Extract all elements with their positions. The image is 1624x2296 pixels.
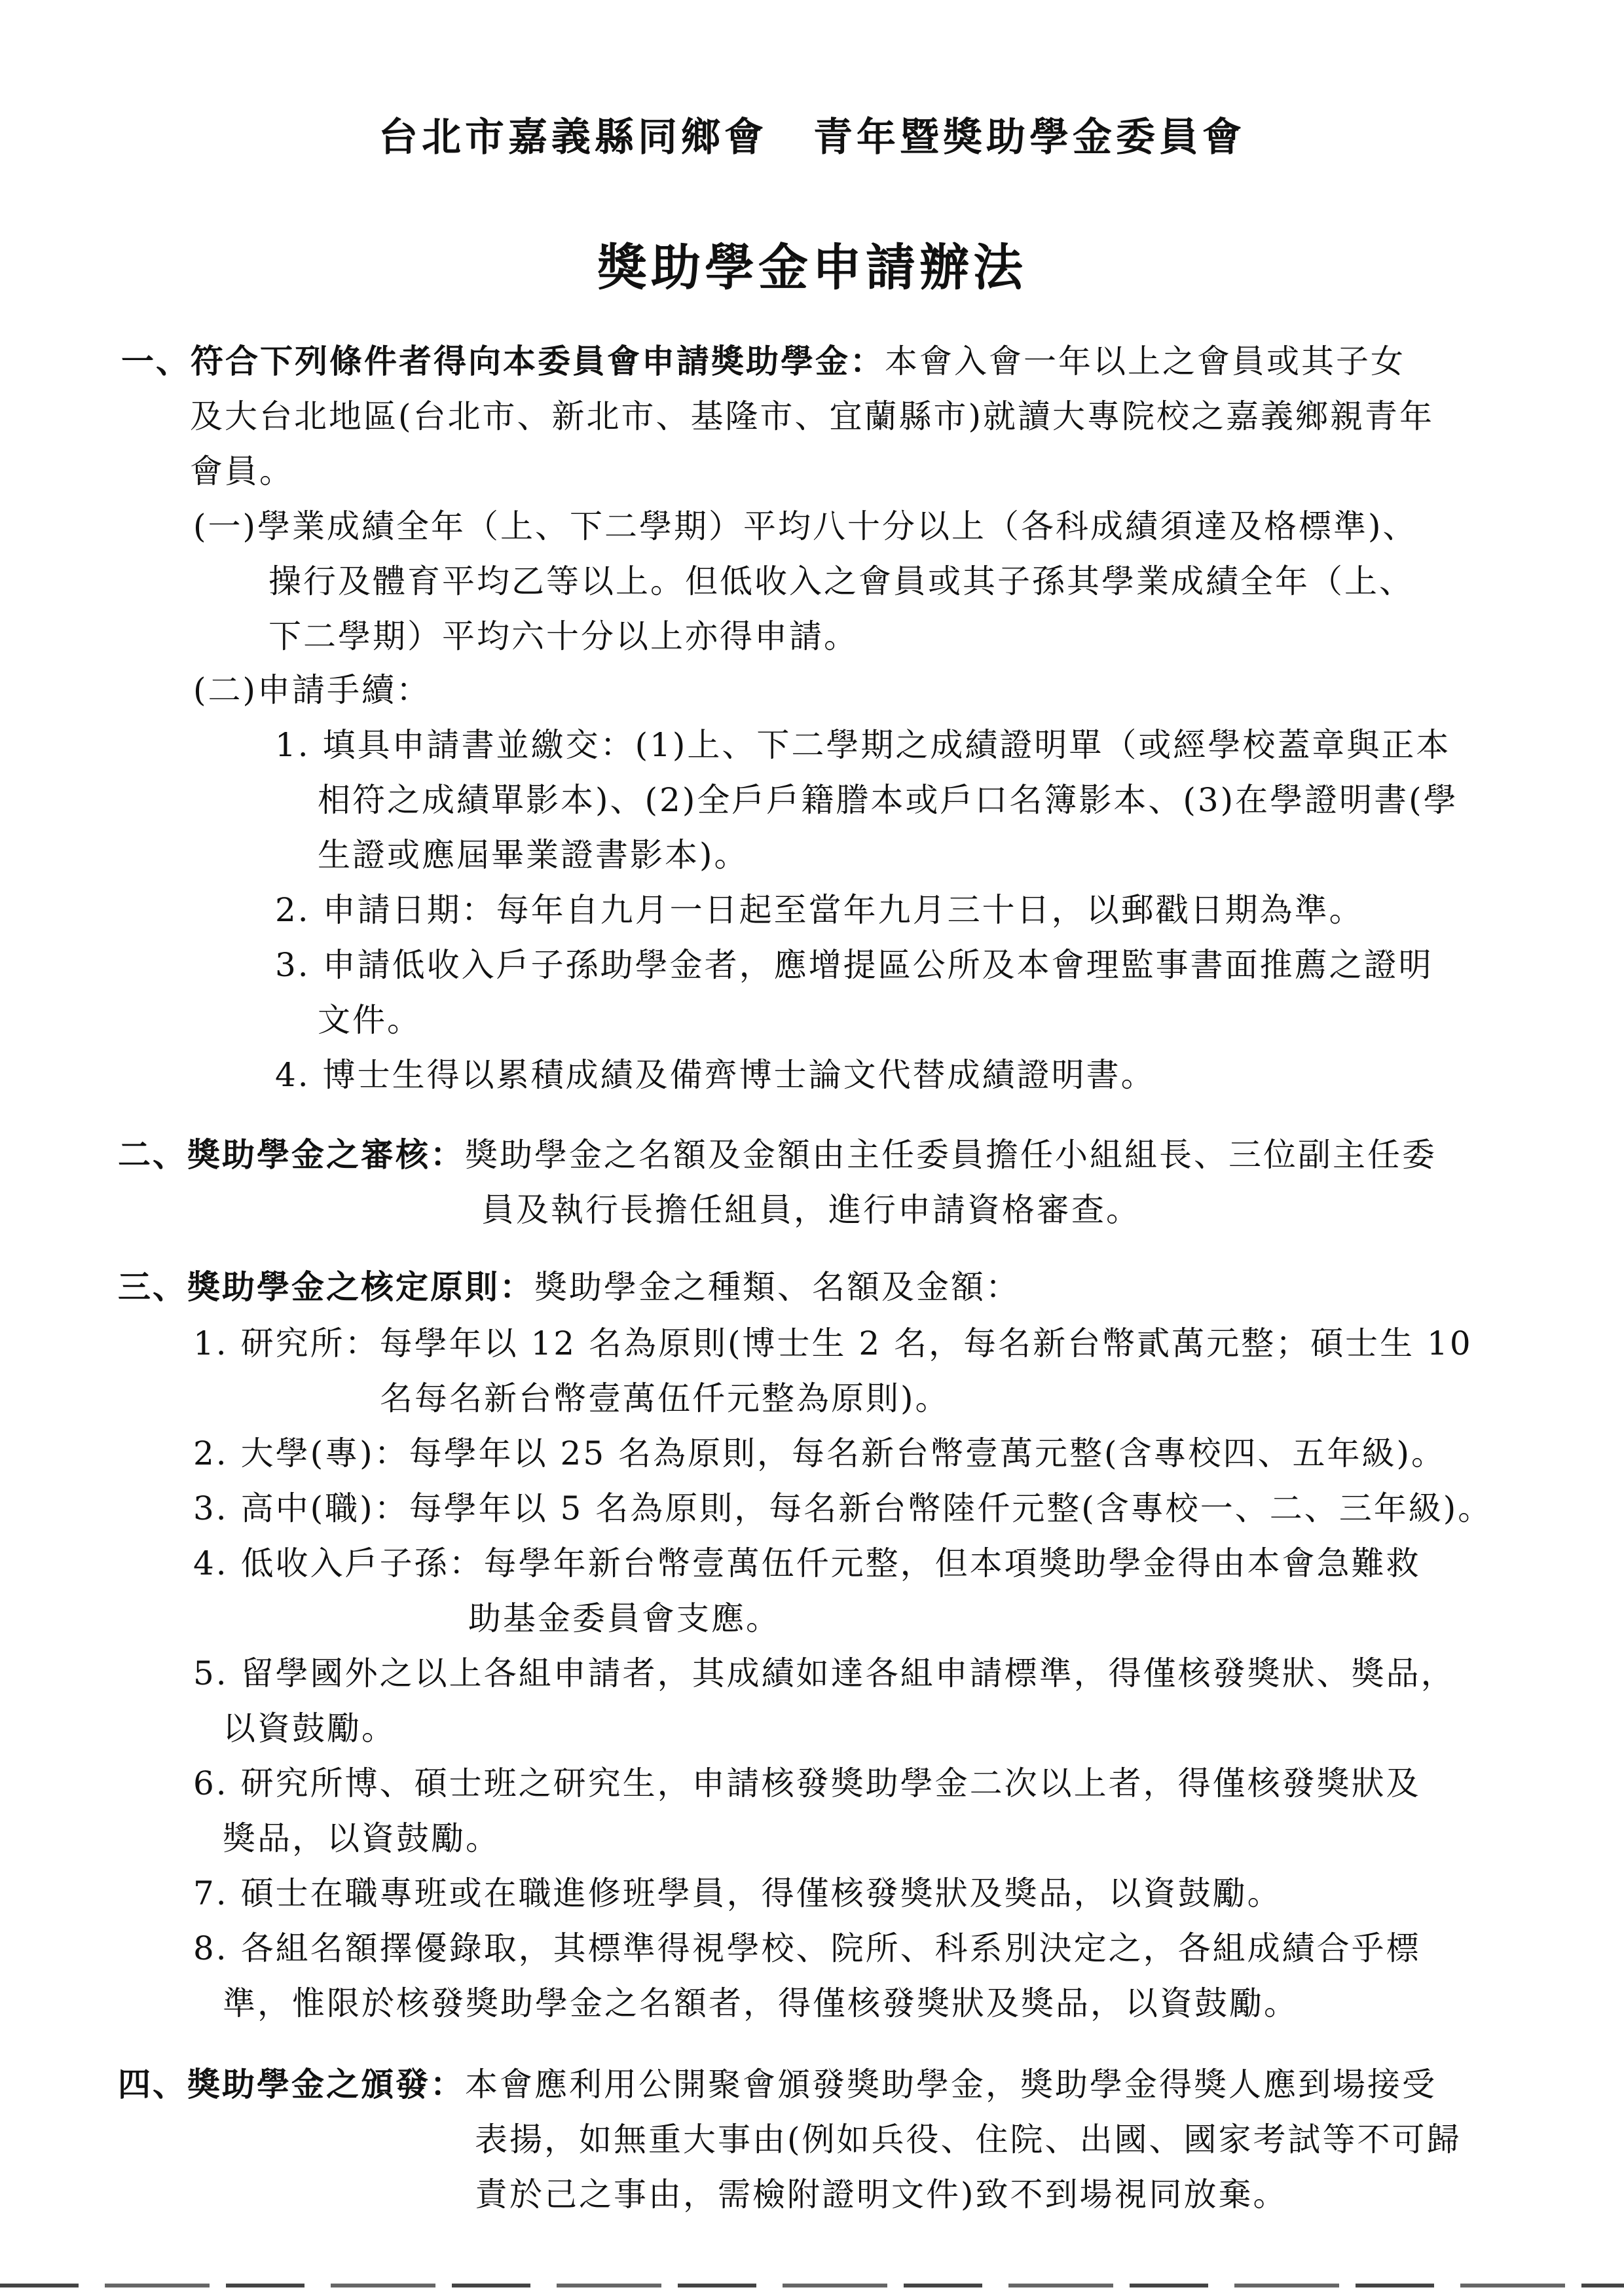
- section2-heading: 二、獎助學金之審核：: [118, 1136, 465, 1174]
- s3-item6-line-2: 獎品，以資鼓勵。: [223, 1819, 500, 1857]
- s3-item1-line-2: 名每名新台幣壹萬伍仟元整為原則)。: [380, 1379, 950, 1417]
- step1-line-1: 1. 填具申請書並繳交：(1)上、下二學期之成績證明單（或經學校蓋章與正本: [275, 726, 1451, 764]
- s3-item4-line-1: 4. 低收入戶子孫：每學年新台幣壹萬伍仟元整，但本項獎助學金得由本會急難救: [193, 1544, 1421, 1582]
- section1-line-2: 及大台北地區(台北市、新北市、基隆市、宜蘭縣市)就讀大專院校之嘉義鄉親青年: [190, 397, 1435, 435]
- org-header: [0, 106, 1624, 162]
- s3-item1-line-1: 1. 研究所：每學年以 12 名為原則(博士生 2 名，每名新台幣貳萬元整；碩士生 10: [193, 1324, 1473, 1362]
- section3-heading: 三、獎助學金之核定原則：: [118, 1268, 534, 1306]
- section4-heading: 四、獎助學金之頒發：: [118, 2066, 465, 2104]
- s3-item4-line-2: 助基金委員會支應。: [468, 1599, 781, 1637]
- section2-line-1: 二、獎助學金之審核：獎助學金之名額及金額由主任委員擔任小組組長、三位副主任委: [118, 1136, 1437, 1174]
- section1-line-1: 一、符合下列條件者得向本委員會申請獎助學金：本會入會一年以上之會員或其子女: [121, 342, 1405, 380]
- step1-line-3: 生證或應屆畢業證書影本)。: [318, 836, 749, 874]
- item2-title: (二)申請手續：: [193, 671, 432, 709]
- section2-line-2: 員及執行長擔任組員，進行申請資格審查。: [481, 1191, 1141, 1229]
- org-name: 台北市嘉義縣同鄉會: [378, 115, 767, 160]
- section3-line-1: 三、獎助學金之核定原則：獎助學金之種類、名額及金額：: [118, 1268, 1020, 1306]
- section4-line-2: 表揚，如無重大事由(例如兵役、住院、出國、國家考試等不可歸: [475, 2121, 1462, 2159]
- scan-edge-divider: [0, 2284, 1624, 2287]
- section4-line-3: 責於己之事由，需檢附證明文件)致不到場視同放棄。: [475, 2176, 1288, 2214]
- s3-item6-line-1: 6. 研究所博、碩士班之研究生，申請核發獎助學金二次以上者，得僅核發獎狀及: [193, 1764, 1421, 1802]
- s3-item8-line-2: 準，惟限於核發獎助學金之名額者，得僅核發獎狀及獎品，以資鼓勵。: [223, 1984, 1299, 2022]
- step4-line-1: 4. 博士生得以累積成績及備齊博士論文代替成績證明書。: [275, 1056, 1156, 1094]
- step2-line-1: 2. 申請日期：每年自九月一日起至當年九月三十日，以郵戳日期為準。: [275, 891, 1364, 929]
- s3-item5-line-1: 5. 留學國外之以上各組申請者，其成績如達各組申請標準，得僅核發獎狀、獎品，: [193, 1654, 1456, 1692]
- step3-line-1: 3. 申請低收入戶子孫助學金者，應增提區公所及本會理監事書面推薦之證明: [275, 946, 1433, 984]
- s3-item5-line-2: 以資鼓勵。: [223, 1709, 396, 1747]
- s3-item3-line-1: 3. 高中(職)：每學年以 5 名為原則，每名新台幣陸仟元整(含專校一、二、三年級)。: [193, 1489, 1493, 1527]
- section1-line-3: 會員。: [190, 452, 294, 490]
- committee-name: 青年暨獎助學金委員會: [813, 115, 1246, 160]
- step3-line-2: 文件。: [318, 1001, 422, 1039]
- page-title: 獎助學金申請辦法: [597, 238, 1027, 297]
- s3-item8-line-1: 8. 各組名額擇優錄取，其標準得視學校、院所、科系別決定之，各組成績合乎標: [193, 1929, 1421, 1967]
- section1-heading: 一、符合下列條件者得向本委員會申請獎助學金：: [121, 342, 885, 380]
- s3-item2-line-1: 2. 大學(專)：每學年以 25 名為原則，每名新台幣壹萬元整(含專校四、五年級)。: [193, 1434, 1447, 1472]
- step1-line-2: 相符之成績單影本)、(2)全戶戶籍謄本或戶口名簿影本、(3)在學證明書(學: [318, 781, 1458, 819]
- item1-line-3: 下二學期）平均六十分以上亦得申請。: [268, 617, 858, 655]
- s3-item7-line-1: 7. 碩士在職專班或在職進修班學員，得僅核發獎狀及獎品，以資鼓勵。: [193, 1874, 1282, 1912]
- item1-line-2: 操行及體育平均乙等以上。但低收入之會員或其子孫其學業成績全年（上、: [268, 562, 1414, 600]
- item1-line-1: (一)學業成績全年（上、下二學期）平均八十分以上（各科成績須達及格標準)、: [193, 507, 1418, 545]
- section4-line-1: 四、獎助學金之頒發：本會應利用公開聚會頒發獎助學金，獎助學金得獎人應到場接受: [118, 2066, 1437, 2104]
